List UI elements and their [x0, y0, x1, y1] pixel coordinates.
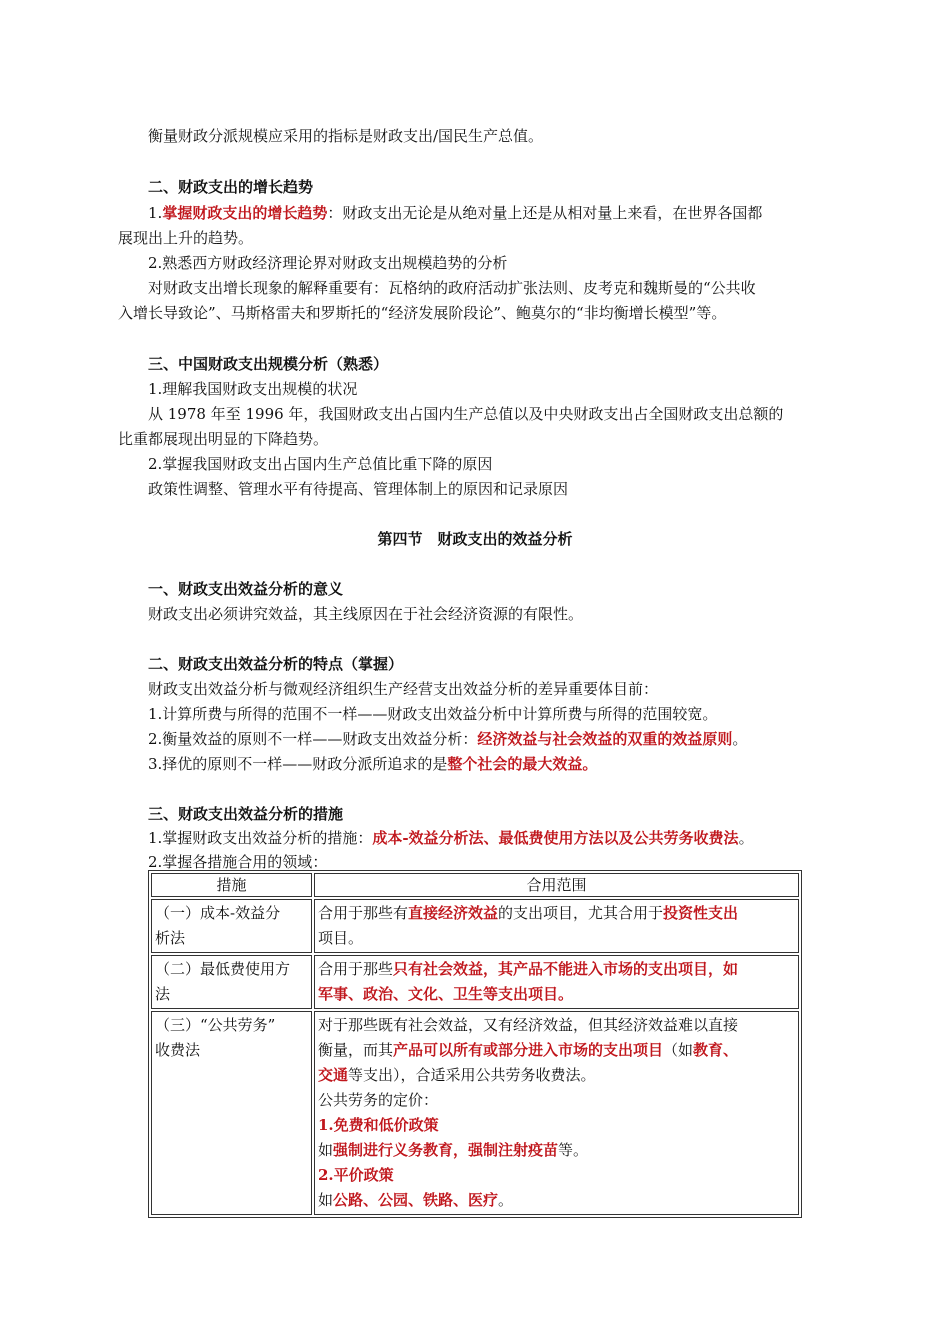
- highlight-text: 直接经济效益: [408, 904, 499, 922]
- paragraph-text: 1.掌握财政支出效益分析的措施：: [148, 829, 373, 847]
- highlight-text: 经济效益与社会效益的双重的效益原则: [477, 730, 733, 748]
- pricing-policy-title: 1.免费和低价政策: [318, 1116, 439, 1134]
- measure-name: （三）“公共劳务”: [155, 1016, 276, 1034]
- paragraph-features-1: 1.计算所费与所得的范围不一样——财政支出效益分析中计算所费与所得的范围较宽。: [148, 705, 718, 723]
- measure-name-cell: [151, 955, 312, 1009]
- scope-text: （如: [663, 1041, 694, 1059]
- highlight-text: 掌握财政支出的增长趋势: [162, 204, 328, 222]
- section-title: 第四节 财政支出的效益分析: [377, 530, 573, 548]
- highlight-text: 强制进行义务教育，强制注射疫苗: [333, 1141, 559, 1159]
- table-header-row: [151, 873, 799, 897]
- paragraph-china-3: 2.掌握我国财政支出占国内生产总值比重下降的原因: [148, 455, 493, 473]
- highlight-text: 只有社会效益，其产品不能进入市场的支出项目，如: [393, 960, 739, 978]
- heading-growth-trend: 二、财政支出的增长趋势: [148, 178, 314, 196]
- paragraph-china-1: 1.理解我国财政支出规模的状况: [148, 380, 358, 398]
- pricing-policy-title: 2.平价政策: [318, 1166, 394, 1184]
- measure-name: 析法: [155, 929, 186, 947]
- highlight-text: 整个社会的最大效益。: [447, 755, 598, 773]
- scope-text: 等。: [558, 1141, 589, 1159]
- paragraph-growth-1-cont: 展现出上升的趋势。: [118, 229, 254, 247]
- paragraph-features-2: [148, 728, 747, 750]
- scope-text: 等支出），合适采用公共劳务收费法。: [348, 1066, 596, 1084]
- scope-cell: [314, 955, 799, 1009]
- paragraph-text: 3.择优的原则不一样——财政分派所追求的是: [148, 755, 448, 773]
- scope-text: 衡量，而其: [318, 1041, 394, 1059]
- item-number: 1.: [148, 204, 163, 222]
- paragraph-text: ：财政支出无论是从绝对量上还是从相对量上来看，在世界各国都: [327, 204, 763, 222]
- paragraph-measures-1: [148, 827, 754, 849]
- highlight-text: 投资性支出: [663, 904, 739, 922]
- paragraph-china-4: 政策性调整、管理水平有待提高、管理体制上的原因和记录原因: [148, 480, 569, 498]
- paragraph-features-intro: 财政支出效益分析与微观经济组织生产经营支出效益分析的差异重要体目前：: [148, 680, 659, 698]
- table-row: [151, 955, 799, 1009]
- measure-name-cell: [151, 899, 312, 953]
- highlight-text: 教育、: [693, 1041, 739, 1059]
- paragraph-growth-1: [148, 202, 762, 224]
- scope-text: 合用于那些有: [318, 904, 409, 922]
- paragraph-indicator: 衡量财政分派规模应采用的指标是财政支出/国民生产总值。: [148, 127, 544, 145]
- scope-cell: [314, 899, 799, 953]
- column-header-scope: 合用范围: [314, 873, 799, 897]
- paragraph-text: 。: [738, 829, 754, 847]
- paragraph-measures-2: 2.掌握各措施合用的领域：: [148, 853, 328, 871]
- paragraph-growth-3b: 入增长导致论”、马斯格雷夫和罗斯托的“经济发展阶段论”、鲍莫尔的“非均衡增长模型”等。: [118, 304, 727, 322]
- highlight-text: 产品可以所有或部分进入市场的支出项目: [393, 1041, 664, 1059]
- heading-china-scale: 三、中国财政支出规模分析（熟悉）: [148, 355, 389, 373]
- paragraph-meaning: 财政支出必须讲究效益，其主线原因在于社会经济资源的有限性。: [148, 605, 584, 623]
- highlight-text: 交通: [318, 1066, 349, 1084]
- paragraph-china-2b: 比重都展现出明显的下降趋势。: [118, 430, 329, 448]
- paragraph-features-3: [148, 753, 597, 775]
- scope-cell: [314, 1011, 799, 1215]
- paragraph-growth-2: 2.熟悉西方财政经济理论界对财政支出规模趋势的分析: [148, 254, 508, 272]
- scope-text: 的支出项目，尤其合用于: [498, 904, 664, 922]
- measure-name: （一）成本-效益分: [155, 904, 281, 922]
- highlight-text: 公路、公园、铁路、医疗: [333, 1191, 499, 1209]
- measure-name: 法: [155, 985, 171, 1003]
- paragraph-china-2a: 从 1978 年至 1996 年，我国财政支出占国内生产总值以及中央财政支出占全国财政支出总额的: [148, 405, 784, 423]
- scope-text: 对于那些既有社会效益，又有经济效益，但其经济效益难以直接: [318, 1016, 739, 1034]
- column-header-measure: 措施: [151, 873, 312, 897]
- scope-text: 如: [318, 1141, 334, 1159]
- paragraph-growth-3a: 对财政支出增长现象的解释重要有：瓦格纳的政府活动扩张法则、皮考克和魏斯曼的“公共收: [148, 279, 756, 297]
- measure-name: 收费法: [155, 1041, 201, 1059]
- scope-text: 。: [498, 1191, 514, 1209]
- measures-table: [148, 870, 802, 1218]
- scope-text: 如: [318, 1191, 334, 1209]
- measure-name: （二）最低费使用方: [155, 960, 291, 978]
- paragraph-text: 2.衡量效益的原则不一样——财政支出效益分析：: [148, 730, 478, 748]
- heading-measures: 三、财政支出效益分析的措施: [148, 805, 344, 823]
- paragraph-text: 。: [732, 730, 748, 748]
- highlight-text: 成本-效益分析法、最低费使用方法以及公共劳务收费法: [372, 829, 739, 847]
- highlight-text: 军事、政治、文化、卫生等支出项目。: [318, 985, 574, 1003]
- scope-text: 项目。: [318, 929, 364, 947]
- table-row: [151, 899, 799, 953]
- scope-text: 合用于那些: [318, 960, 394, 978]
- measure-name-cell: [151, 1011, 312, 1215]
- table-row: [151, 1011, 799, 1215]
- heading-meaning: 一、财政支出效益分析的意义: [148, 580, 344, 598]
- scope-text: 公共劳务的定价：: [318, 1091, 439, 1109]
- heading-features: 二、财政支出效益分析的特点（掌握）: [148, 655, 404, 673]
